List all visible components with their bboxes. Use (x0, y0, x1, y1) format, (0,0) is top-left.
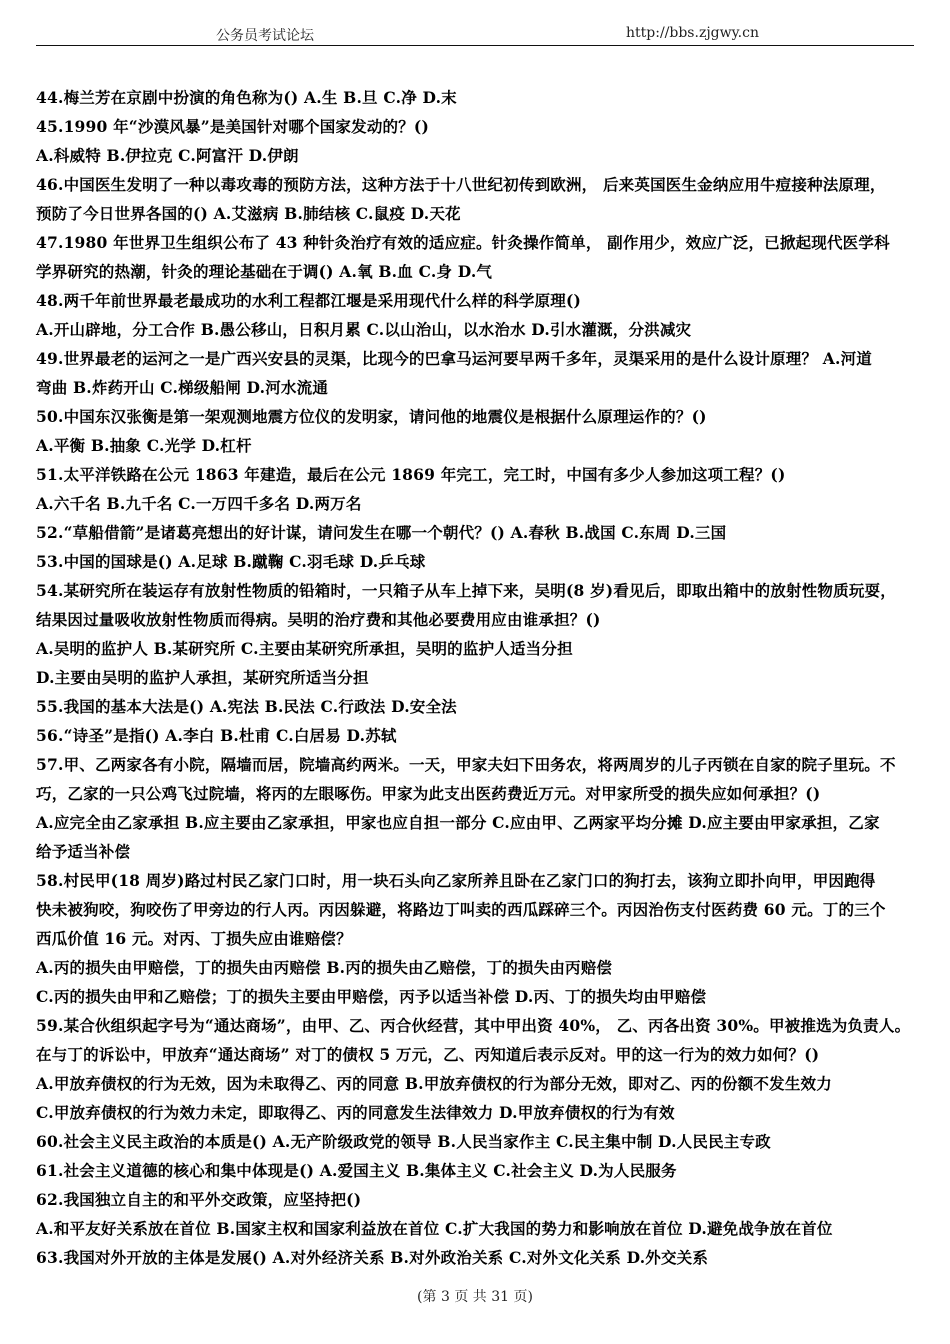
text-line: 58.村民甲(18 周岁)路过村民乙家门口时，用一块石头向乙家所养且卧在乙家门口的狗打去，该狗立即扑向甲，甲因跑得 (36, 871, 876, 890)
text-line: D.主要由吴明的监护人承担，某研究所适当分担 (36, 668, 369, 687)
text-line: 57.甲、乙两家各有小院，隔墙而居，院墙高约两米。一天，甲家夫妇下田务农，将两周岁的儿子丙锁在自家的院子里玩。不 (36, 755, 896, 774)
text-line: 61.社会主义道德的核心和集中体现是() A.爱国主义 B.集体主义 C.社会主义 D.为人民服务 (36, 1161, 677, 1180)
text-line: A.六千名 B.九千名 C.一万四千多名 D.两万名 (36, 494, 362, 513)
text-line: 50.中国东汉张衡是第一架观测地震方位仪的发明家，请问他的地震仪是根据什么原理运作的？() (36, 407, 707, 426)
text-line: 60.社会主义民主政治的本质是() A.无产阶级政党的领导 B.人民当家作主 C.民主集中制 D.人民民主专政 (36, 1132, 771, 1151)
text-line: 53.中国的国球是() A.足球 B.蹴鞠 C.羽毛球 D.乒乓球 (36, 552, 426, 571)
text-line: 51.太平洋铁路在公元 1863 年建造，最后在公元 1869 年完工，完工时，中国有多少人参加这项工程？() (36, 465, 786, 484)
text-line: 弯曲 B.炸药开山 C.梯级船闸 D.河水流通 (36, 378, 329, 397)
text-line: C.丙的损失由甲和乙赔偿；丁的损失主要由甲赔偿，丙予以适当补偿 D.丙、丁的损失均由甲赔偿 (36, 987, 707, 1006)
text-line: 结果因过量吸收放射性物质而得病。吴明的治疗费和其他必要费用应由谁承担？() (36, 610, 601, 629)
header-divider (36, 45, 914, 46)
text-line: A.平衡 B.抽象 C.光学 D.杠杆 (36, 436, 252, 455)
text-line: 49.世界最老的运河之一是广西兴安县的灵渠，比现今的巴拿马运河要早两千多年，灵渠采用的是什么设计原理？ A.河道 (36, 349, 872, 368)
text-line: 46.中国医生发明了一种以毒攻毒的预防方法，这种方法于十八世纪初传到欧洲， 后来英国医生金纳应用牛痘接种法原理， (36, 175, 886, 194)
text-line: A.丙的损失由甲赔偿，丁的损失由丙赔偿 B.丙的损失由乙赔偿，丁的损失由丙赔偿 (36, 958, 613, 977)
text-line: 44.梅兰芳在京剧中扮演的角色称为() A.生 B.旦 C.净 D.末 (36, 88, 457, 107)
text-line: 59.某合伙组织起字号为“通达商场”，由甲、乙、丙合伙经营，其中甲出资 40%， 乙、丙各出资 30%。甲被推选为负责人。 (36, 1016, 911, 1035)
text-line: 西瓜价值 16 元。对丙、丁损失应由谁赔偿？ (36, 929, 352, 948)
text-line: A.应完全由乙家承担 B.应主要由乙家承担，甲家也应自担一部分 C.应由甲、乙两家平均分摊 D.应主要由甲家承担，乙家 (36, 813, 880, 832)
text-line: 在与丁的诉讼中，甲放弃“通达商场” 对丁的债权 5 万元，乙、丙知道后表示反对。甲的这一行为的效力如何？() (36, 1045, 820, 1064)
text-line: 48.两千年前世界最老最成功的水利工程都江堰是采用现代什么样的科学原理() (36, 291, 582, 310)
text-line: 学界研究的热潮，针灸的理论基础在于调() A.氧 B.血 C.身 D.气 (36, 262, 493, 281)
header-url[interactable]: http://bbs.zjgwy.cn (626, 25, 759, 41)
text-line: A.科威特 B.伊拉克 C.阿富汗 D.伊朗 (36, 146, 299, 165)
page-header (36, 22, 914, 44)
text-line: 54.某研究所在装运存有放射性物质的铅箱时，一只箱子从车上掉下来，吴明(8 岁)看见后，即取出箱中的放射性物质玩耍， (36, 581, 896, 600)
text-line: 55.我国的基本大法是() A.宪法 B.民法 C.行政法 D.安全法 (36, 697, 457, 716)
text-line: A.和平友好关系放在首位 B.国家主权和国家利益放在首位 C.扩大我国的势力和影响放在首位 D.避免战争放在首位 (36, 1219, 833, 1238)
question-text-body (36, 83, 916, 1272)
header-forum-name: 公务员考试论坛 (216, 28, 314, 44)
text-line: 45.1990 年“沙漠风暴”是美国针对哪个国家发动的？() (36, 117, 430, 136)
text-line: A.吴明的监护人 B.某研究所 C.主要由某研究所承担，吴明的监护人适当分担 (36, 639, 573, 658)
text-line: 63.我国对外开放的主体是发展() A.对外经济关系 B.对外政治关系 C.对外文化关系 D.外交关系 (36, 1248, 709, 1267)
text-line: 快未被狗咬，狗咬伤了甲旁边的行人丙。丙因躲避，将路边丁叫卖的西瓜踩碎三个。丙因治伤支付医药费 60 元。丁的三个 (36, 900, 886, 919)
text-line: 巧，乙家的一只公鸡飞过院墙，将丙的左眼啄伤。甲家为此支出医药费近万元。对甲家所受的损失应如何承担？() (36, 784, 821, 803)
text-line: A.甲放弃债权的行为无效，因为未取得乙、丙的同意 B.甲放弃债权的行为部分无效，即对乙、丙的份额不发生效力 (36, 1074, 832, 1093)
page-number-footer: (第 3 页 共 31 页) (417, 1289, 533, 1305)
text-line: 47.1980 年世界卫生组织公布了 43 种针灸治疗有效的适应症。针灸操作简单， 副作用少，效应广泛，已掀起现代医学科 (36, 233, 890, 252)
text-line: A.开山辟地，分工合作 B.愚公移山，日积月累 C.以山治山，以水治水 D.引水灌溉，分洪减灾 (36, 320, 692, 339)
text-line: 56.“诗圣”是指() A.李白 B.杜甫 C.白居易 D.苏轼 (36, 726, 397, 745)
text-line: 62.我国独立自主的和平外交政策，应坚持把() (36, 1190, 362, 1209)
text-line: 52.“草船借箭”是诸葛亮想出的好计谋，请问发生在哪一个朝代？() A.春秋 B.战国 C.东周 D.三国 (36, 523, 727, 542)
text-line: 给予适当补偿 (36, 842, 131, 861)
text-line: C.甲放弃债权的行为效力未定，即取得乙、丙的同意发生法律效力 D.甲放弃债权的行为有效 (36, 1103, 675, 1122)
text-line: 预防了今日世界各国的() A.艾滋病 B.肺结核 C.鼠疫 D.天花 (36, 204, 461, 223)
